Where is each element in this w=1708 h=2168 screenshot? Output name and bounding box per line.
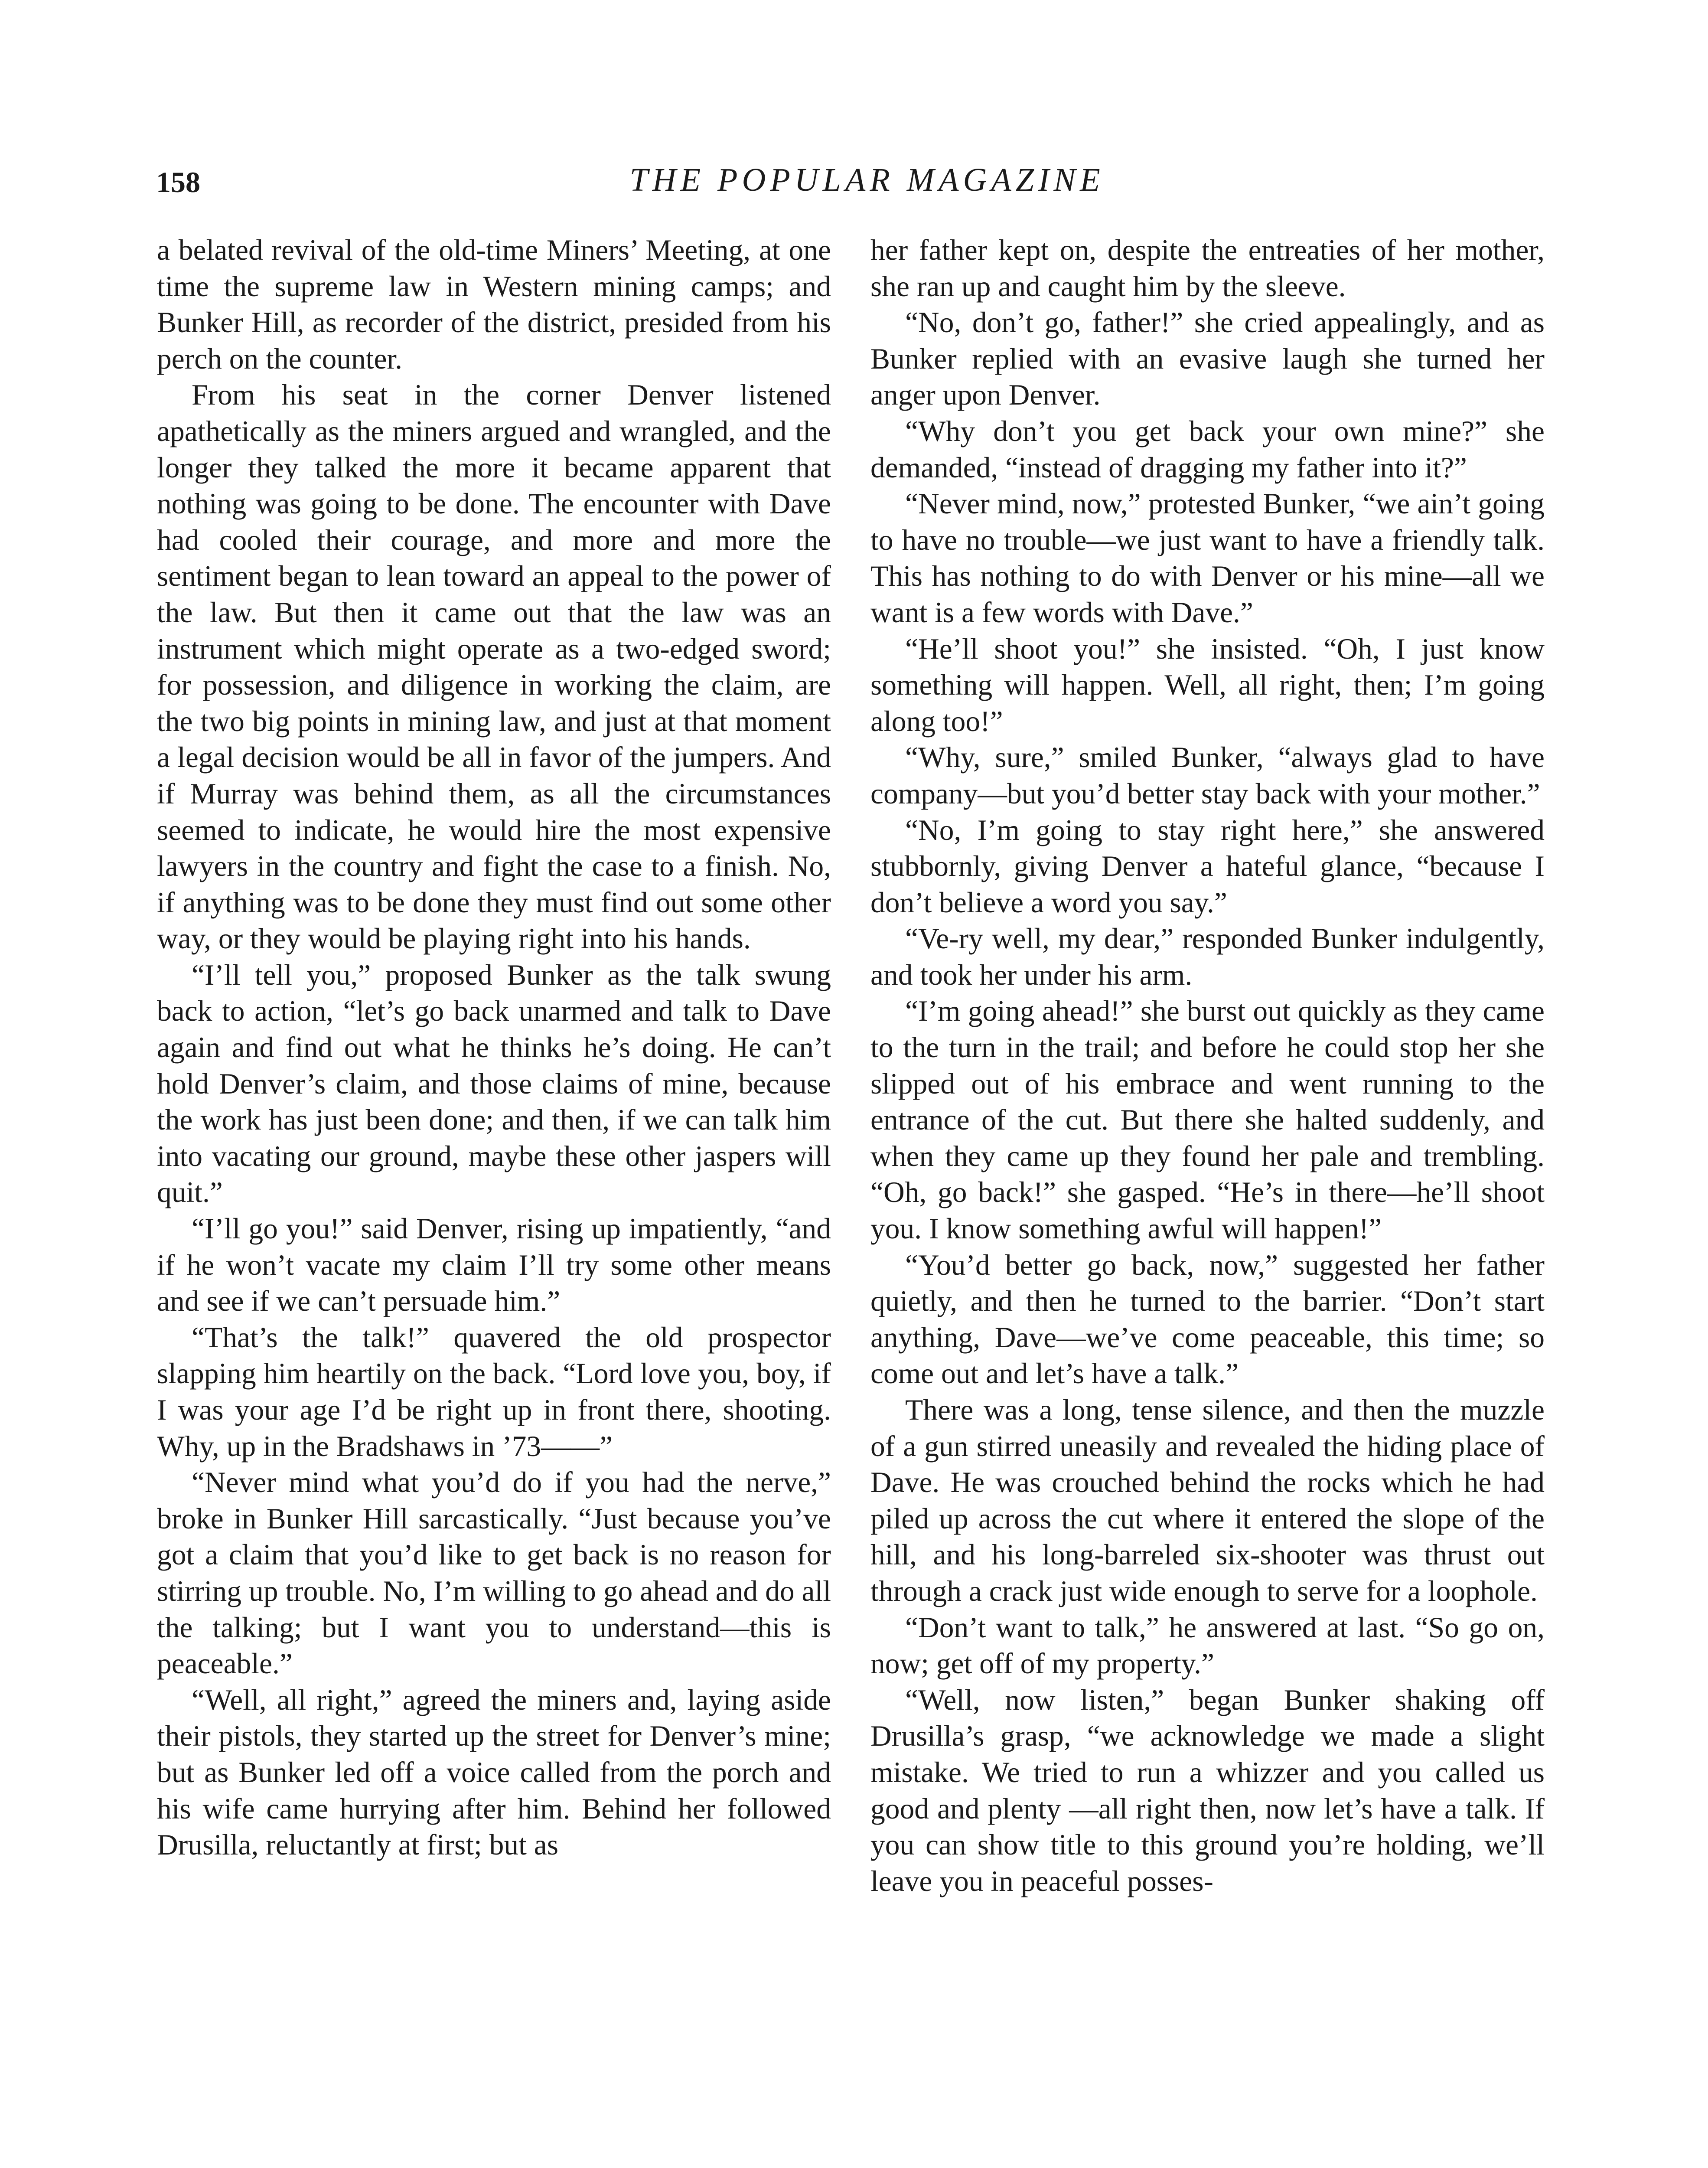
paragraph: From his seat in the corner Denver listened apathetically as the miners argued and wrangled, and the longer they talked the more it became apparent that nothing was going to be done. The encounter with Dave had cooled their courage, and more and more the sentiment began to lean toward an appeal to the power of the law. But then it came out that the law was an instrument which might operate as a two-edged sword; for possession, and diligence in working the claim, are the two big points in mining law, and just at that moment a legal decision would be all in favor of the jumpers. And if Murray was behind them, as all the circumstances seemed to indicate, he would hire the most expensive lawyers in the country and fight the case to a finish. No, if anything was to be done they must find out some other way, or they would be playing right into his hands. [157, 379, 831, 955]
paragraph: “Well, all right,” agreed the miners and, laying aside their pistols, they started up the street for Denver’s mine; but as Bunker led off a voice called from the porch and his wife came hurrying after him. Behind her followed Drusilla, reluctantly at first; but as [157, 1683, 831, 1861]
paragraph: “Why don’t you get back your own mine?” she demanded, “instead of dragging my father into it?” [870, 415, 1545, 484]
paragraph: “Never mind, now,” protested Bunker, “we ain’t going to have no trouble—we just want to have a friendly talk. This has nothing to do with Denver or his mine—all we want is a few words with Dave.” [870, 487, 1545, 629]
paragraph: “I’ll tell you,” proposed Bunker as the talk swung back to action, “let’s go back unarmed and talk to Dave again and find out what he thinks he’s doing. He can’t hold Denver’s claim, and those claims of mine, because the work has just been done; and then, if we can talk him into vacating our ground, maybe these other jaspers will quit.” [157, 958, 831, 1209]
page-number: 158 [156, 166, 200, 199]
paragraph: “No, I’m going to stay right here,” she answered stubbornly, giving Denver a hateful glance, “because I don’t believe a word you say.” [870, 813, 1545, 919]
paragraph: “That’s the talk!” quavered the old prospector slapping him heartily on the back. “Lord love you, boy, if I was your age I’d be right up in front there, shooting. Why, up in the Bradshaws in ’73——” [157, 1321, 831, 1463]
paragraph: There was a long, tense silence, and then the muzzle of a gun stirred uneasily and revealed the hiding place of Dave. He was crouched behind the rocks which he had piled up across the cut where it entered the slope of the hill, and his long-barreled six-shooter was thrust out through a crack just wide enough to serve for a loophole. [870, 1394, 1545, 1607]
paragraph: “Never mind what you’d do if you had the nerve,” broke in Bunker Hill sarcastically. “Just because you’ve got a claim that you’d like to get back is no reason for stirring up trouble. No, I’m willing to go ahead and do all the talking; but I want you to understand—this is peaceable.” [157, 1466, 831, 1680]
paragraph: “Don’t want to talk,” he answered at last. “So go on, now; get off of my property.” [870, 1611, 1545, 1680]
running-title: THE POPULAR MAGAZINE [629, 162, 1105, 198]
paragraph: “Well, now listen,” began Bunker shaking off Drusilla’s grasp, “we acknowledge we made a slight mistake. We tried to run a whizzer and you called us good and plenty —all right then, now let’s have a talk. If you can show title to this ground you’re holding, we’ll leave you in peaceful posses- [870, 1683, 1545, 1897]
paragraph: a belated revival of the old-time Miners’ Meeting, at one time the supreme law in Western mining camps; and Bunker Hill, as recorder of the district, presided from his perch on the counter. [157, 234, 831, 375]
paragraph: “I’ll go you!” said Denver, rising up impatiently, “and if he won’t vacate my claim I’ll try some other means and see if we can’t persuade him.” [157, 1212, 831, 1318]
left-column [157, 232, 831, 1863]
paragraph: “Ve-ry well, my dear,” responded Bunker indulgently, and took her under his arm. [870, 922, 1545, 991]
paragraph: her father kept on, despite the entreaties of her mother, she ran up and caught him by the sleeve. [870, 234, 1545, 303]
paragraph: “You’d better go back, now,” suggested her father quietly, and then he turned to the barrier. “Don’t start anything, Dave—we’ve come peaceable, this time; so come out and let’s have a talk.” [870, 1248, 1545, 1390]
paragraph: “He’ll shoot you!” she insisted. “Oh, I just know something will happen. Well, all right, then; I’m going along too!” [870, 632, 1545, 738]
paragraph: “I’m going ahead!” she burst out quickly as they came to the turn in the trail; and before he could stop her she slipped out of his embrace and went running to the entrance of the cut. But there she halted suddenly, and when they came up they found her pale and trembling. “Oh, go back!” she gasped. “He’s in there—he’ll shoot you. I know something awful will happen!” [870, 995, 1545, 1245]
paragraph: “Why, sure,” smiled Bunker, “always glad to have company—but you’d better stay back with your mother.” [870, 741, 1545, 810]
right-column [870, 232, 1545, 1899]
paragraph: “No, don’t go, father!” she cried appealingly, and as Bunker replied with an evasive laugh she turned her anger upon Denver. [870, 306, 1545, 411]
